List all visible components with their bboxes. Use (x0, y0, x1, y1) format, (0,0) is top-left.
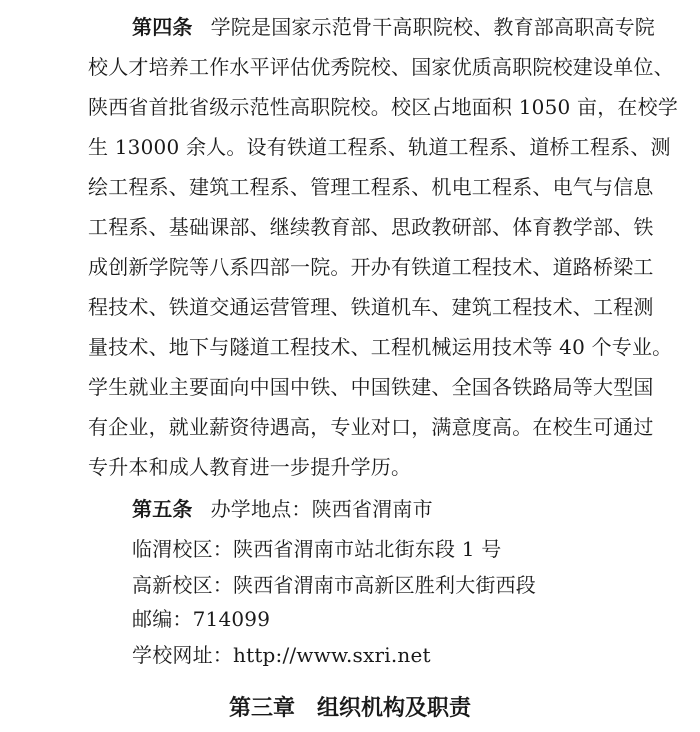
article4-line-7: 成创新学院等八系四部一院。开办有铁道工程技术、道路桥梁工 (88, 255, 654, 279)
article5-first-line (132, 494, 692, 524)
article4-line-2: 校人才培养工作水平评估优秀院校、国家优质高职院校建设单位、 (88, 55, 674, 79)
article4-line-3: 陕西省首批省级示范性高职院校。校区占地面积 1050 亩，在校学 (88, 95, 679, 119)
article4-line-10: 学生就业主要面向中国中铁、中国铁建、全国各铁路局等大型国 (88, 375, 654, 399)
article4-line-12: 专升本和成人教育进一步提升学历。 (88, 455, 412, 479)
article4-line-5: 绘工程系、建筑工程系、管理工程系、机电工程系、电气与信息 (88, 175, 654, 199)
article4-line-4: 生 13000 余人。设有铁道工程系、轨道工程系、道桥工程系、测 (88, 135, 671, 159)
gaoxin-campus-address: 高新校区：陕西省渭南市高新区胜利大街西段 (132, 573, 536, 597)
linwei-campus-address: 临渭校区：陕西省渭南市站北街东段 1 号 (132, 537, 502, 561)
postcode: 邮编：714099 (132, 607, 271, 631)
article4-line-9: 量技术、地下与隧道工程技术、工程机械运用技术等 40 个专业。 (88, 335, 673, 359)
article4-line-8: 程技术、铁道交通运营管理、铁道机车、建筑工程技术、工程测 (88, 295, 654, 319)
article5-text: 办学地点：陕西省渭南市 (210, 497, 433, 521)
article4-line-6: 工程系、基础课部、继续教育部、思政教研部、体育教学部、铁 (88, 215, 654, 239)
article4-line-11: 有企业，就业薪资待遇高，专业对口，满意度高。在校生可通过 (88, 415, 654, 439)
school-website: 学校网址：http://www.sxri.net (132, 643, 431, 667)
article4-line-1: 学院是国家示范骨干高职院校、教育部高职高专院 (210, 15, 656, 39)
chapter-heading: 第三章 组织机构及职责 (228, 696, 471, 721)
article4-label: 第四条 (132, 15, 193, 39)
article4-first-line (132, 12, 692, 42)
article5-label: 第五条 (132, 497, 193, 521)
